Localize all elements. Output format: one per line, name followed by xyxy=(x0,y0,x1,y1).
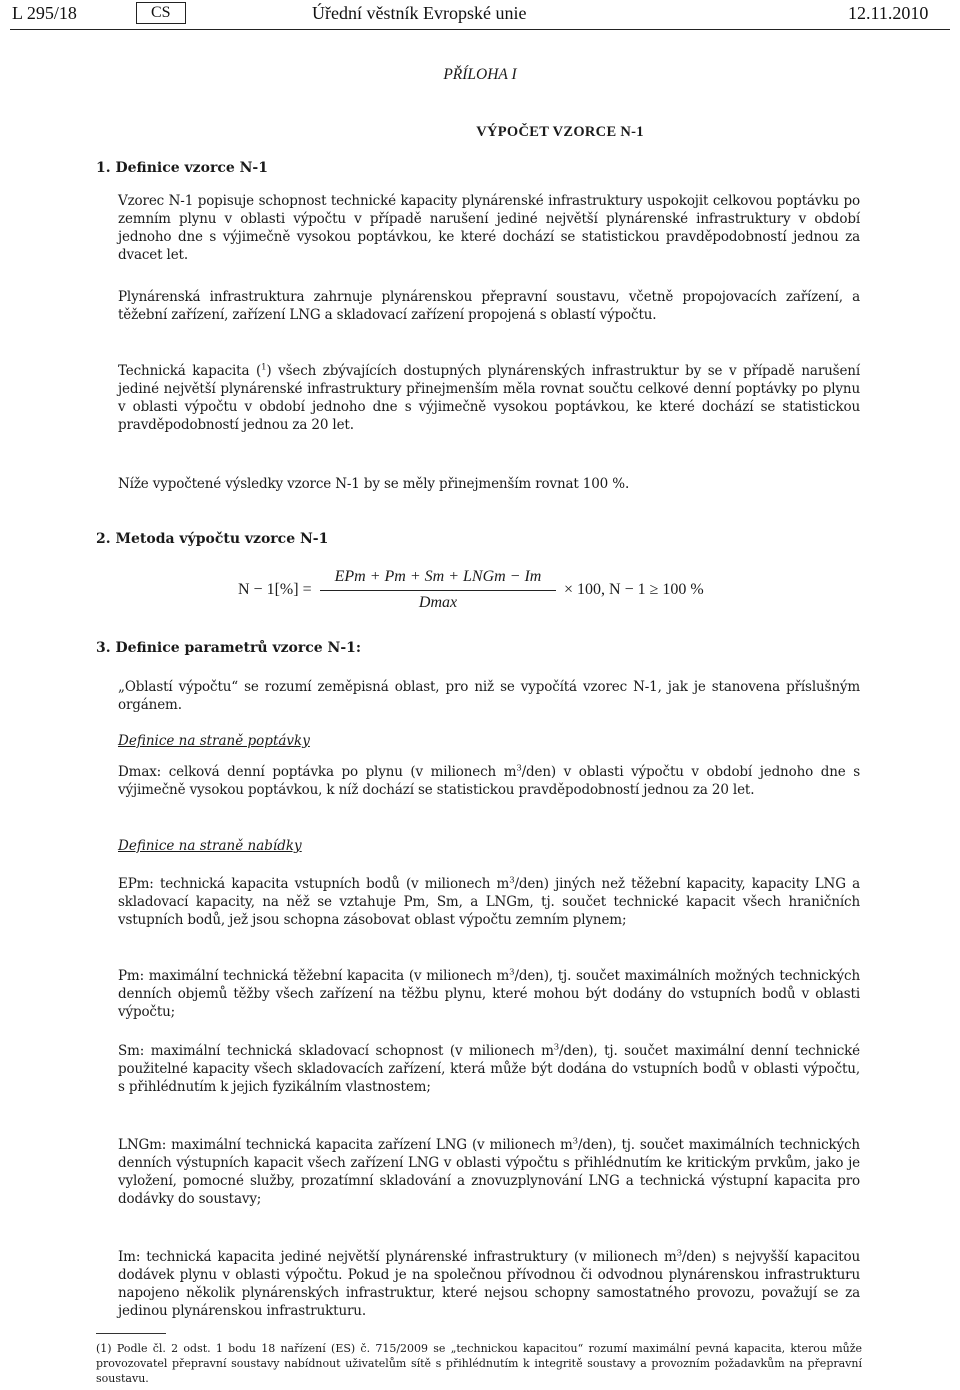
demand-side-heading: Definice na straně poptávky xyxy=(118,733,310,749)
pm-text-end: /den), tj. součet maximálních možných technických denních objemů těžby všech zařízení na těžbu plynu, které mohou být dodány do vstupních bodů v oblasti výpočtu; xyxy=(118,968,860,1020)
cubic-superscript: 3 xyxy=(509,875,515,886)
page-reference: L 295/18 xyxy=(12,3,77,23)
cubic-superscript: 3 xyxy=(553,1042,560,1053)
cubic-superscript: 3 xyxy=(676,1248,682,1259)
annex-label: PŘÍLOHA I xyxy=(443,66,517,83)
cubic-superscript: 3 xyxy=(509,967,515,978)
formula-lhs: N − 1[%] = xyxy=(238,581,312,598)
footnote xyxy=(96,1341,862,1386)
dmax-definition xyxy=(118,763,860,799)
footnote-rule xyxy=(96,1333,166,1334)
supply-side-heading: Definice na straně nabídky xyxy=(118,838,302,854)
epm-definition xyxy=(118,875,860,929)
section-2-heading: 2. Metoda výpočtu vzorce N-1 xyxy=(96,531,329,547)
calculation-area-definition: „Oblastí výpočtu“ se rozumí zeměpisná oblast, pro niž se vypočítá vzorec N-1, jak je stanovena příslušným orgánem. xyxy=(118,679,860,713)
formula-denominator: Dmax xyxy=(418,594,458,611)
formula-rhs: × 100, N − 1 ≥ 100 % xyxy=(564,581,704,598)
dmax-text-start: Dmax: celková denní poptávka po plynu (v milionech m xyxy=(118,764,517,780)
fraction-bar xyxy=(320,590,556,591)
cubic-superscript: 3 xyxy=(572,1136,578,1147)
epm-text-end: /den) jiných než těžební kapacity, kapacity LNG a skladovací kapacity, na něž se vztahuje Pm, Sm, a LNGm, tj. součet technické kapacit všech hraničních vstupních bodů, jež jsou schopna zásobovat oblast výpočtu zemním plynem; xyxy=(118,876,860,928)
sm-text-start: Sm: maximální technická skladovací schopnost (v milionech m xyxy=(118,1043,554,1059)
im-text-start: Im: technická kapacita jediné největší plynárenské infrastruktury (v milionech m xyxy=(118,1249,677,1265)
n1-formula xyxy=(238,568,838,616)
document-title: VÝPOČET VZORCE N-1 xyxy=(476,124,644,140)
section-1-heading: 1. Definice vzorce N-1 xyxy=(96,160,268,176)
epm-text-start: EPm: technická kapacita vstupních bodů (v milionech m xyxy=(118,876,510,892)
journal-title: Úřední věstník Evropské unie xyxy=(312,3,527,23)
header-rule xyxy=(10,29,950,30)
lngm-definition xyxy=(118,1136,860,1208)
sm-text-end: /den), tj. součet maximální denní technické použitelné kapacity všech skladovacích zařízení, která může být dodána do vstupních bodů v oblasti výpočtu, s přihlédnutím k jejich fyzikálním vlastnostem; xyxy=(118,1043,860,1095)
section-1-paragraph-3 xyxy=(118,362,860,434)
formula-numerator: EPm + Pm + Sm + LNGm − Im xyxy=(334,568,542,585)
im-text-end: /den) s nejvyšší kapacitou dodávek plynu v oblasti výpočtu. Pokud je na společnou přívodnou či odvodnou plynárenskou infrastrukturu napojeno několik plynárenských infrastruktur, které nejsou schopny samostatného provozu, považují se za jedinou plynárenskou infrastrukturu. xyxy=(118,1249,861,1319)
im-definition xyxy=(118,1248,860,1320)
lngm-text-start: LNGm: maximální technická kapacita zařízení LNG (v milionech m xyxy=(118,1137,573,1153)
sm-definition xyxy=(118,1042,860,1096)
section-1-paragraph-1: Vzorec N-1 popisuje schopnost technické kapacity plynárenské infrastruktury uspokojit celkovou poptávku po zemním plynu v oblasti výpočtu v případě narušení jediné největší plynárenské infrastruktury v období jednoho dne s výjimečně vysokou poptávkou, ke které dochází se statistickou pravděpodobností jednou za dvacet let. xyxy=(118,193,860,263)
footnote-marker: (1) xyxy=(96,1342,112,1355)
section-1-paragraph-4: Níže vypočtené výsledky vzorce N-1 by se měly přinejmenším rovnat 100 %. xyxy=(118,476,630,492)
cubic-superscript: 3 xyxy=(516,763,522,774)
publication-date: 12.11.2010 xyxy=(848,3,929,23)
language-badge: CS xyxy=(136,2,186,24)
footnote-reference[interactable]: 1 xyxy=(261,362,267,373)
p3-text-end: ) všech zbývajících dostupných plynárenských infrastruktur by se v případě narušení jediné největší plynárenské infrastruktury přinejmenším měla rovnat součtu celkové denní poptávky po plynu v oblasti výpočtu v období jednoho dne s výjimečně vysokou poptávkou, ke které dochází se statistickou pravděpodobností jednou za 20 let. xyxy=(118,363,860,433)
pm-text-start: Pm: maximální technická těžební kapacita (v milionech m xyxy=(118,968,510,984)
section-1-paragraph-2: Plynárenská infrastruktura zahrnuje plynárenskou přepravní soustavu, včetně propojovacích zařízení, a těžební zařízení, zařízení LNG a skladovací zařízení propojená s oblastí výpočtu. xyxy=(118,289,860,323)
footnote-text: Podle čl. 2 odst. 1 bodu 18 nařízení (ES) č. 715/2009 se „technickou kapacitou“ rozumí maximální pevná kapacita, kterou může provozovatel přepravní soustavy nabídnout uživatelům sítě s přihlédnutím k integritě soustavy a provozním požadavkům na přepravní soustavu. xyxy=(96,1342,863,1385)
p3-text-start: Technická kapacita ( xyxy=(118,363,262,379)
pm-definition xyxy=(118,967,860,1021)
section-3-heading: 3. Definice parametrů vzorce N-1: xyxy=(96,640,362,656)
lngm-text-end: /den), tj. součet maximálních technických denních výstupních kapacit všech zařízení LNG v oblasti výpočtu s přihlédnutím ke kritickým prvkům, jako je vyložení, pomocné služby, prozatímní skladování a znovuzplynování LNG a technická výstupní kapacita pro dodávky do soustavy; xyxy=(118,1137,860,1207)
dmax-text-end: /den) v oblasti výpočtu v období jednoho dne s výjimečně vysokou poptávkou, k níž dochází se statistickou pravděpodobností jednou za 20 let. xyxy=(118,764,860,798)
